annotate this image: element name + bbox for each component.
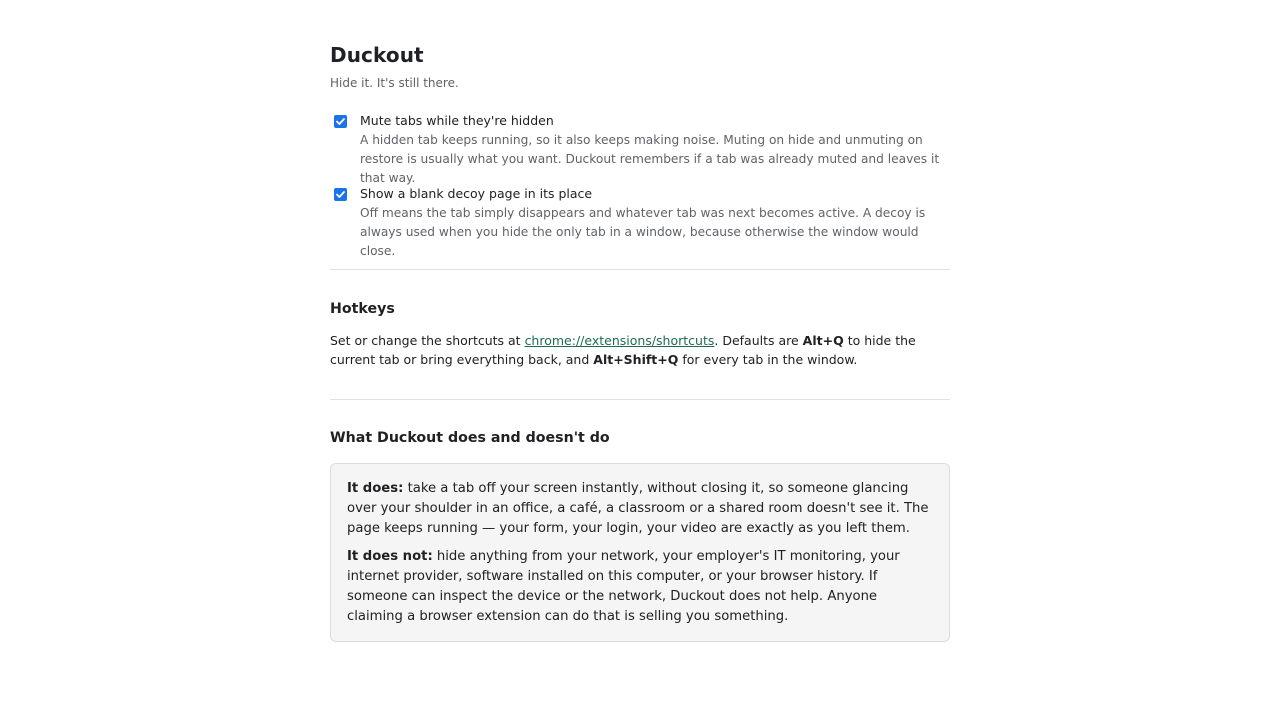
checkmark-icon xyxy=(335,189,346,200)
does-text: take a tab off your screen instantly, without closing it, so someone glancing over your shoulder in an office, a café, a classroom or a shared room doesn't see it. The page keeps running — your form, your login, your video are exactly as you left them. xyxy=(347,481,929,536)
does-not-label: It does not: xyxy=(347,549,433,564)
mute-tabs-label[interactable]: Mute tabs while they're hidden xyxy=(360,113,554,128)
hotkeys-text-2: . Defaults are xyxy=(714,333,803,348)
mute-tabs-description: A hidden tab keeps running, so it also keeps making noise. Muting on hide and unmuting on restore is usually what you want. Duckout remembers if a tab was already muted and leaves it that way. xyxy=(360,133,940,185)
about-heading: What Duckout does and doesn't do xyxy=(330,430,610,446)
shortcuts-link[interactable]: chrome://extensions/shortcuts xyxy=(524,333,715,348)
does-label: It does: xyxy=(347,481,404,496)
section-divider xyxy=(330,399,950,400)
does-not-paragraph xyxy=(347,547,937,627)
page-tagline: Hide it. It's still there. xyxy=(330,76,459,90)
hotkeys-heading: Hotkeys xyxy=(330,301,395,317)
about-card xyxy=(330,463,950,642)
does-paragraph xyxy=(347,479,937,539)
hotkeys-text-3: to hide the current tab or bring everything back, and xyxy=(330,333,916,367)
decoy-page-description: Off means the tab simply disappears and whatever tab was next becomes active. A decoy is always used when you hide the only tab in a window, because otherwise the window would close. xyxy=(360,206,926,258)
hotkey-all: Alt+Shift+Q xyxy=(593,352,679,367)
checkmark-icon xyxy=(335,116,346,127)
mute-tabs-checkbox[interactable] xyxy=(334,115,347,128)
hotkey-hide: Alt+Q xyxy=(802,333,844,348)
hotkeys-text-4: for every tab in the window. xyxy=(678,352,858,367)
decoy-page-label[interactable]: Show a blank decoy page in its place xyxy=(360,186,593,201)
does-not-text: hide anything from your network, your employer's IT monitoring, your internet provider, software installed on this computer, or your browser history. If someone can inspect the device or the network, Duckout does not help. Anyone claiming a browser extension can do that is selling you something. xyxy=(347,549,900,624)
hotkeys-description xyxy=(330,331,945,369)
decoy-page-checkbox[interactable] xyxy=(334,188,347,201)
section-divider xyxy=(330,269,950,270)
page-title: Duckout xyxy=(330,43,424,67)
hotkeys-text-1: Set or change the shortcuts at xyxy=(330,333,525,348)
